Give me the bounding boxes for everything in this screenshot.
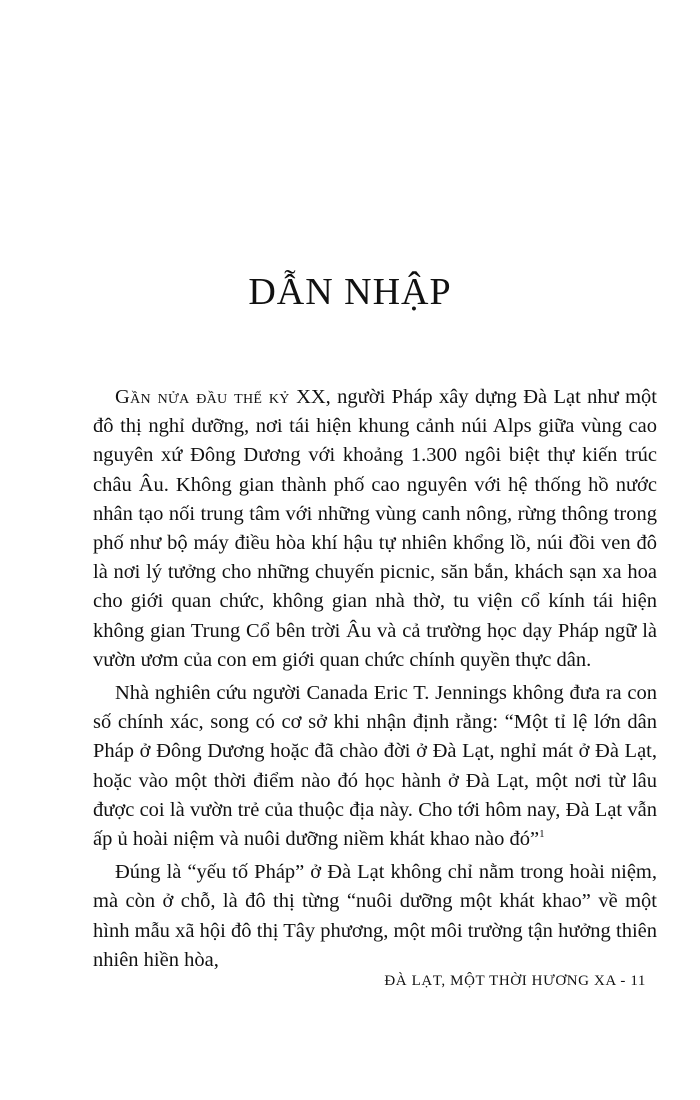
paragraph-2-text: Nhà nghiên cứu người Canada Eric T. Jennings không đưa ra con số chính xác, song có cơ sở khi nhận định rằng: “Một tỉ lệ lớn dân Pháp ở Đông Dương hoặc đã chào đời ở Đà Lạt, nghỉ mát ở Đà Lạt, hoặc vào một thời điểm nào đó học hành ở Đà Lạt, một nơi từ lâu được coi là vườn trẻ của thuộc địa này. Cho tới hôm nay, Đà Lạt vẫn ấp ủ hoài niệm và nuôi dưỡng niềm khát khao nào đó” [93,682,657,851]
paragraph-lead-in: Gần nửa đầu thế kỷ [115,386,290,408]
paragraph-1 [93,383,657,675]
paragraph-1-text: XX, người Pháp xây dựng Đà Lạt như một đô thị nghỉ dưỡng, nơi tái hiện khung cảnh núi Alps giữa vùng cao nguyên xứ Đông Dương với khoảng 1.300 ngôi biệt thự kiến trúc châu Âu. Không gian thành phố cao nguyên với hệ thống hồ nước nhân tạo nối trung tâm với những vùng canh nông, rừng thông trong phố như bộ máy điều hòa khí hậu tự nhiên khổng lồ, núi đồi ven đô là nơi lý tưởng cho những chuyến picnic, săn bắn, khách sạn xa hoa cho giới quan chức, không gian nhà thờ, tu viện cổ kính tái hiện không gian Trung Cổ bên trời Âu và cả trường học dạy Pháp ngữ là vườn ươm của con em giới quan chức chính quyền thực dân. [93,386,658,671]
paragraph-2 [93,679,657,854]
chapter-body [93,383,657,979]
footer-separator: - [620,973,626,989]
paragraph-3-text: Đúng là “yếu tố Pháp” ở Đà Lạt không chỉ nằm trong hoài niệm, mà còn ở chỗ, là đô thị từng “nuôi dưỡng một khát khao” về một hình mẫu xã hội đô thị Tây phương, một môi trường tận hưởng thiên nhiên hiền hòa, [93,861,657,971]
running-footer [384,973,646,990]
chapter-title: DẪN NHẬP [248,271,452,313]
footnote-reference[interactable]: 1 [539,828,545,841]
paragraph-3 [93,858,657,975]
page-number: 11 [630,973,646,989]
running-title: ĐÀ LẠT, MỘT THỜI HƯƠNG XA [384,973,617,989]
